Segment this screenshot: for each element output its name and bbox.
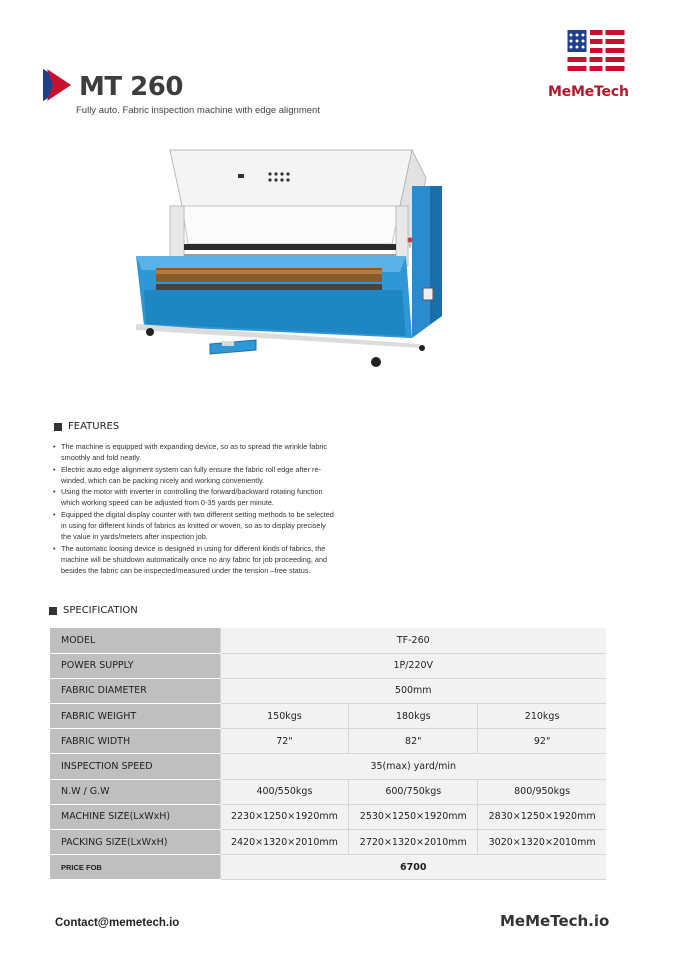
table-row: [50, 678, 606, 703]
feature-item: • Equipped the digital display counter with two different setting methods to be selected in using for different kinds of fabrics as knitted or woven, so as to display precisely the value in yards/meters after inspection job.: [53, 509, 335, 543]
spec-value: TF-260: [220, 628, 606, 653]
square-bullet-icon: [54, 423, 62, 431]
spec-label: FABRIC WEIGHT: [50, 704, 220, 729]
spec-value: 2230×1250×1920mm: [220, 804, 349, 829]
spec-value: 500mm: [220, 678, 606, 703]
table-row: [50, 704, 606, 729]
spec-value: 2420×1320×2010mm: [220, 830, 349, 855]
features-heading: [54, 421, 119, 432]
model-title: MT 260: [79, 72, 183, 102]
spec-value: 1P/220V: [220, 653, 606, 678]
table-row: [50, 653, 606, 678]
spec-value: 35(max) yard/min: [220, 754, 606, 779]
feature-item: • Electric auto edge alignment system can fully ensure the fabric roll edge after re-winded, which can be packing nicely and working conveniently.: [53, 464, 335, 487]
spec-value: 210kgs: [478, 704, 606, 729]
play-arrow-icon: [43, 69, 71, 101]
spec-label: POWER SUPPLY: [50, 653, 220, 678]
spec-value: 800/950kgs: [478, 779, 606, 804]
table-row: [50, 804, 606, 829]
brand-name: MeMeTech: [548, 84, 629, 100]
spec-label: PACKING SIZE(LxWxH): [50, 830, 220, 855]
specification-heading-text: SPECIFICATION: [63, 605, 138, 616]
spec-value: 82": [349, 729, 478, 754]
table-row: [50, 729, 606, 754]
specification-heading: [49, 605, 138, 616]
feature-item: • The machine is equipped with expanding device, so as to spread the wrinkle fabric smoothly and fold neatly.: [53, 441, 335, 464]
spec-value: 150kgs: [220, 704, 349, 729]
spec-value: 72": [220, 729, 349, 754]
spec-value: 2530×1250×1920mm: [349, 804, 478, 829]
spec-value: 400/550kgs: [220, 779, 349, 804]
table-row: [50, 628, 606, 653]
spec-value: 92": [478, 729, 606, 754]
spec-label: MODEL: [50, 628, 220, 653]
features-heading-text: FEATURES: [68, 421, 120, 432]
feature-item: • The automatic loosing device is designed in using for different kinds of fabrics, the machine will be shutdown automatically once no any fabric for job proceeding, and besides the fabric can be inspected/measured under the tension –free status.: [53, 543, 335, 577]
website: MeMeTech.io: [500, 912, 610, 930]
specification-table: [50, 628, 606, 880]
table-row: [50, 855, 606, 880]
square-bullet-icon: [49, 607, 57, 615]
spec-label: PRICE FOB: [50, 855, 220, 880]
table-row: [50, 779, 606, 804]
model-subtitle: Fully auto. Fabric inspection machine with edge alignment: [76, 105, 320, 116]
features-list: [53, 441, 335, 577]
flag-m-logo-icon: [560, 24, 632, 82]
spec-value: 3020×1320×2010mm: [478, 830, 606, 855]
spec-value: 6700: [220, 855, 606, 880]
fabric-inspection-machine-photo: [130, 148, 450, 376]
feature-item: • Using the motor with inverter in controlling the forward/backward rotating function which working speed can be adjusted from 0-35 yards per minute.: [53, 486, 335, 509]
table-row: [50, 830, 606, 855]
spec-label: FABRIC DIAMETER: [50, 678, 220, 703]
spec-value: 2720×1320×2010mm: [349, 830, 478, 855]
spec-value: 180kgs: [349, 704, 478, 729]
spec-label: MACHINE SIZE(LxWxH): [50, 804, 220, 829]
spec-value: 600/750kgs: [349, 779, 478, 804]
spec-label: N.W / G.W: [50, 779, 220, 804]
spec-label: FABRIC WIDTH: [50, 729, 220, 754]
spec-value: 2830×1250×1920mm: [478, 804, 606, 829]
spec-label: INSPECTION SPEED: [50, 754, 220, 779]
table-row: [50, 754, 606, 779]
brand-logo: [548, 24, 648, 100]
contact-email: Contact@memetech.io: [55, 917, 180, 929]
